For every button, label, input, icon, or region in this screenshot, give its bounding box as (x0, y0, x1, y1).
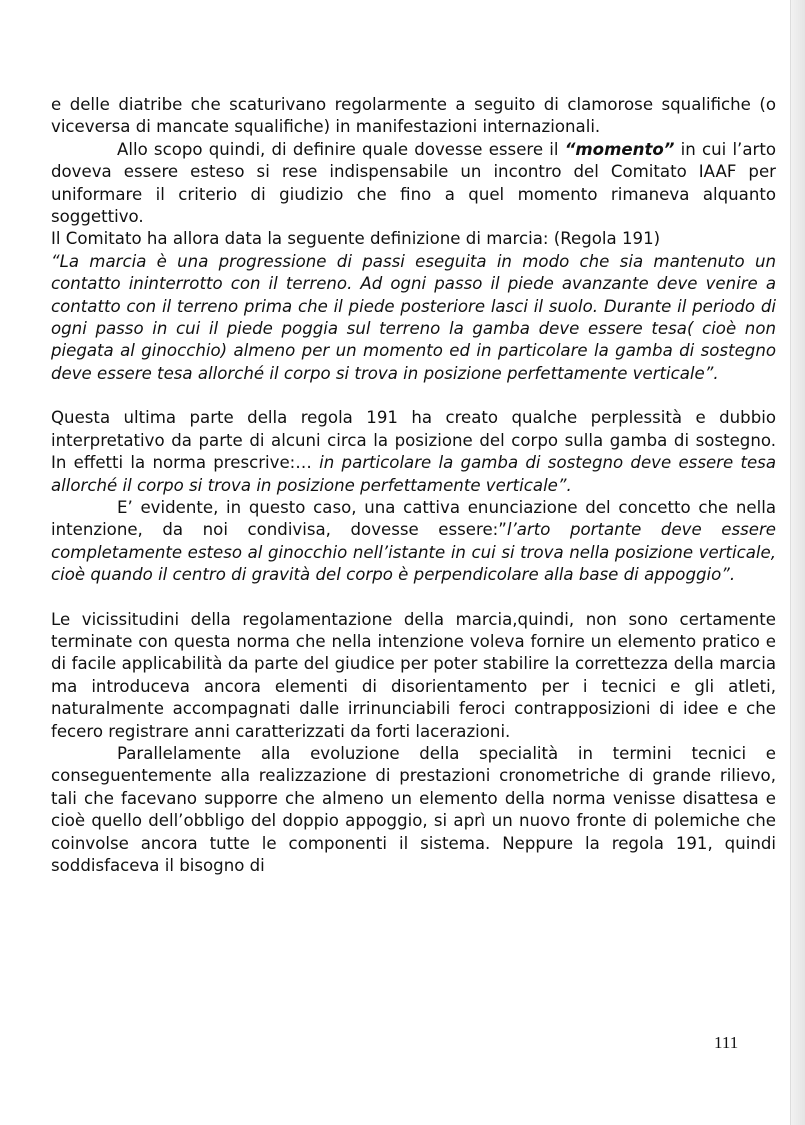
paragraph-3: Il Comitato ha allora data la seguente definizione di marcia: (Regola 191) (51, 229, 661, 249)
paragraph-8: Parallelamente alla evoluzione della specialità in termini tecnici e conseguentemente alla realizzazione di prestazioni cronometriche di grande rilievo, tali che facevano supporre che almeno un elemento della norma venisse disattesa e cioè quello dell’obbligo del doppio appoggio, si aprì un nuovo fronte di polemiche che coinvolse ancora tutte le componenti il sistema. Neppure la regola 191, quindi soddisfaceva il bisogno di (51, 743, 776, 875)
paragraph-6-quote: l’arto portante deve essere completamente esteso al ginocchio nell’istante in cui si trova nella posizione verticale, cioè quando il centro di gravità del corpo è perpendicolare alla base di appoggio”. (51, 520, 776, 585)
document-page (51, 94, 776, 877)
paragraph-1: e delle diatribe che scaturivano regolarmente a seguito di clamorose squalifiche (o viceversa di mancate squalifiche) in manifestazioni internazionali. (51, 95, 776, 137)
paragraph-2 (51, 139, 776, 229)
page-edge-shadow (790, 0, 805, 1125)
paragraph-6-text-a: E’ evidente, in questo caso, una cattiva enunciazione del concetto che nella intenzione, da noi condivisa, dovesse essere:” (51, 497, 776, 540)
paragraph-2-text-c: in cui l’arto doveva essere esteso si rese indispensabile un incontro del Comitato IAAF per uniformare il criterio di giudizio che fino a quel momento rimaneva alquanto soggettivo. (51, 139, 776, 227)
emphasis-momento: “momento” (564, 139, 675, 159)
paragraph-5-text-a: Questa ultima parte della regola 191 ha creato qualche perplessità e dubbio interpretativo da parte di alcuni circa la posizione del corpo sulla gamba di sostegno. In effetti la norma prescrive:… (51, 408, 776, 473)
paragraph-5-quote: in particolare la gamba di sostegno deve essere tesa allorché il corpo si trova in posizione perfettamente verticale”. (51, 453, 776, 495)
paragraph-6 (51, 497, 776, 587)
rule-191-quote: “La marcia è una progressione di passi eseguita in modo che sia mantenuto un contatto ininterrotto con il terreno. Ad ogni passo il piede avanzante deve venire a contatto con il terreno prima che il piede posteriore lasci il suolo. Durante il periodo di ogni passo in cui il piede poggia sul terreno la gamba deve essere tesa( cioè non piegata al ginocchio) almeno per un momento ed in particolare la gamba di sostegno deve essere tesa allorché il corpo si trova in posizione perfettamente verticale”. (51, 251, 776, 383)
paragraph-2-text-a: Allo scopo quindi, di definire quale dovesse essere il (117, 139, 565, 159)
paragraph-7: Le vicissitudini della regolamentazione della marcia,quindi, non sono certamente terminate con questa norma che nella intenzione voleva fornire un elemento pratico e di facile applicabilità da parte del giudice per poter stabilire la correttezza della marcia ma introduceva ancora elementi di disorientamento per i tecnici e gli atleti, naturalmente accompagnati dalle irrinunciabili feroci contrapposizioni di idee e che fecero registrare anni caratterizzati da forti lacerazioni. (51, 609, 776, 741)
page-number: 111 (714, 1033, 739, 1052)
paragraph-5 (51, 407, 776, 497)
